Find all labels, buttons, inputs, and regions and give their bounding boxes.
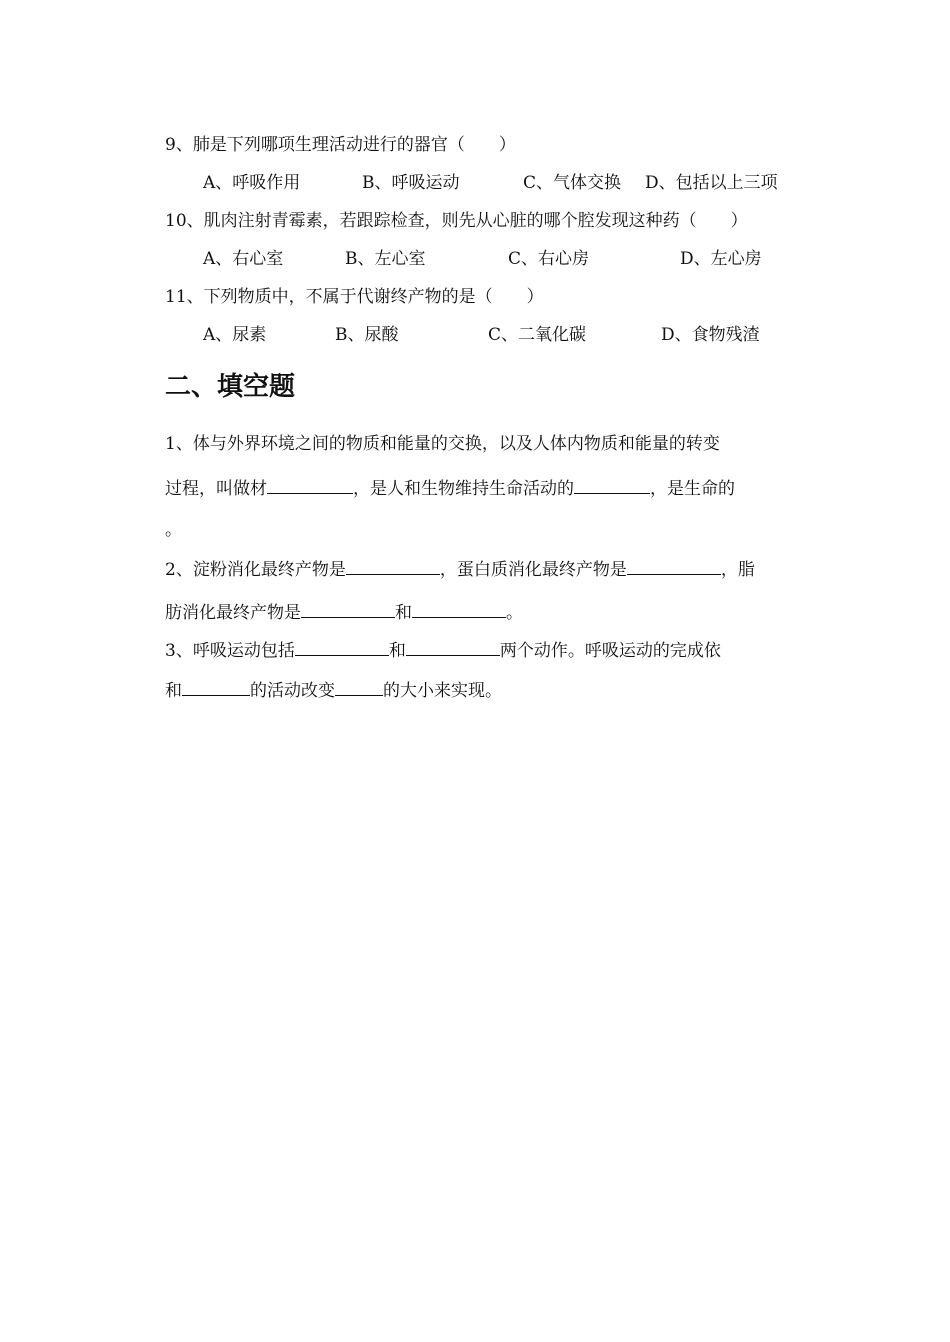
- fill-q3-text-d: 和: [165, 681, 182, 701]
- answer-blank[interactable]: [335, 677, 383, 696]
- question-9-option-d: D、包括以上三项: [645, 173, 778, 193]
- fill-question-1-line-3: 。: [165, 520, 182, 540]
- answer-blank[interactable]: [346, 556, 440, 575]
- fill-q2-text-b: ，蛋白质消化最终产物是: [439, 560, 627, 580]
- fill-q2-text-d: 肪消化最终产物是: [165, 603, 301, 623]
- fill-question-3-line-1: [165, 637, 721, 663]
- fill-q3-text-b: 和: [388, 641, 406, 661]
- fill-q1-text-c: ，是生命的: [650, 479, 735, 499]
- fill-question-1-line-1: 1、体与外界环境之间的物质和能量的交换，以及人体内物质和能量的转变: [165, 434, 720, 454]
- fill-q3-text-f: 的大小来实现。: [383, 681, 502, 701]
- question-9-stem: 9、肺是下列哪项生理活动进行的器官（ ）: [165, 135, 516, 155]
- answer-blank[interactable]: [574, 475, 650, 494]
- question-11-option-c: C、二氧化碳: [488, 325, 587, 345]
- fill-q2-text-f: 。: [506, 603, 523, 623]
- question-10-option-d: D、左心房: [680, 249, 762, 269]
- fill-question-3-line-2: [165, 677, 502, 703]
- fill-q2-text-c: ，脂: [720, 560, 755, 580]
- answer-blank[interactable]: [267, 475, 353, 494]
- question-10-option-a: A、右心室: [203, 249, 284, 269]
- question-9-option-a: A、呼吸作用: [203, 173, 301, 193]
- fill-q2-text-e: 和: [395, 603, 412, 623]
- question-11-option-d: D、食物残渣: [661, 325, 760, 345]
- question-10-stem: 10、肌肉注射青霉素，若跟踪检查，则先从心脏的哪个腔发现这种药（ ）: [165, 211, 748, 231]
- question-11-option-b: B、尿酸: [335, 325, 399, 345]
- fill-question-1-line-2: [165, 475, 735, 501]
- fill-q3-text-c: 两个动作。呼吸运动的完成依: [499, 641, 721, 661]
- section-title: 二、填空题: [165, 372, 296, 402]
- fill-q1-text-b: ，是人和生物维持生命活动的: [353, 479, 574, 499]
- question-10-option-c: C、右心房: [508, 249, 590, 269]
- answer-blank[interactable]: [301, 599, 395, 618]
- fill-question-2-line-1: [165, 556, 755, 582]
- question-9-option-c: C、气体交换: [523, 173, 622, 193]
- answer-blank[interactable]: [295, 637, 389, 656]
- question-9-option-b: B、呼吸运动: [362, 173, 460, 193]
- question-10-option-b: B、左心室: [345, 249, 426, 269]
- fill-q1-text-a: 过程，叫做材: [165, 479, 267, 499]
- fill-question-2-line-2: [165, 599, 523, 625]
- fill-q3-text-e: 的活动改变: [250, 681, 335, 701]
- answer-blank[interactable]: [182, 677, 250, 696]
- question-11-option-a: A、尿素: [203, 325, 267, 345]
- question-11-stem: 11、下列物质中，不属于代谢终产物的是（ ）: [165, 287, 544, 307]
- answer-blank[interactable]: [406, 637, 500, 656]
- fill-q3-text-a: 3、呼吸运动包括: [165, 641, 295, 661]
- answer-blank[interactable]: [412, 599, 506, 618]
- answer-blank[interactable]: [627, 556, 721, 575]
- fill-q2-text-a: 2、淀粉消化最终产物是: [165, 560, 346, 580]
